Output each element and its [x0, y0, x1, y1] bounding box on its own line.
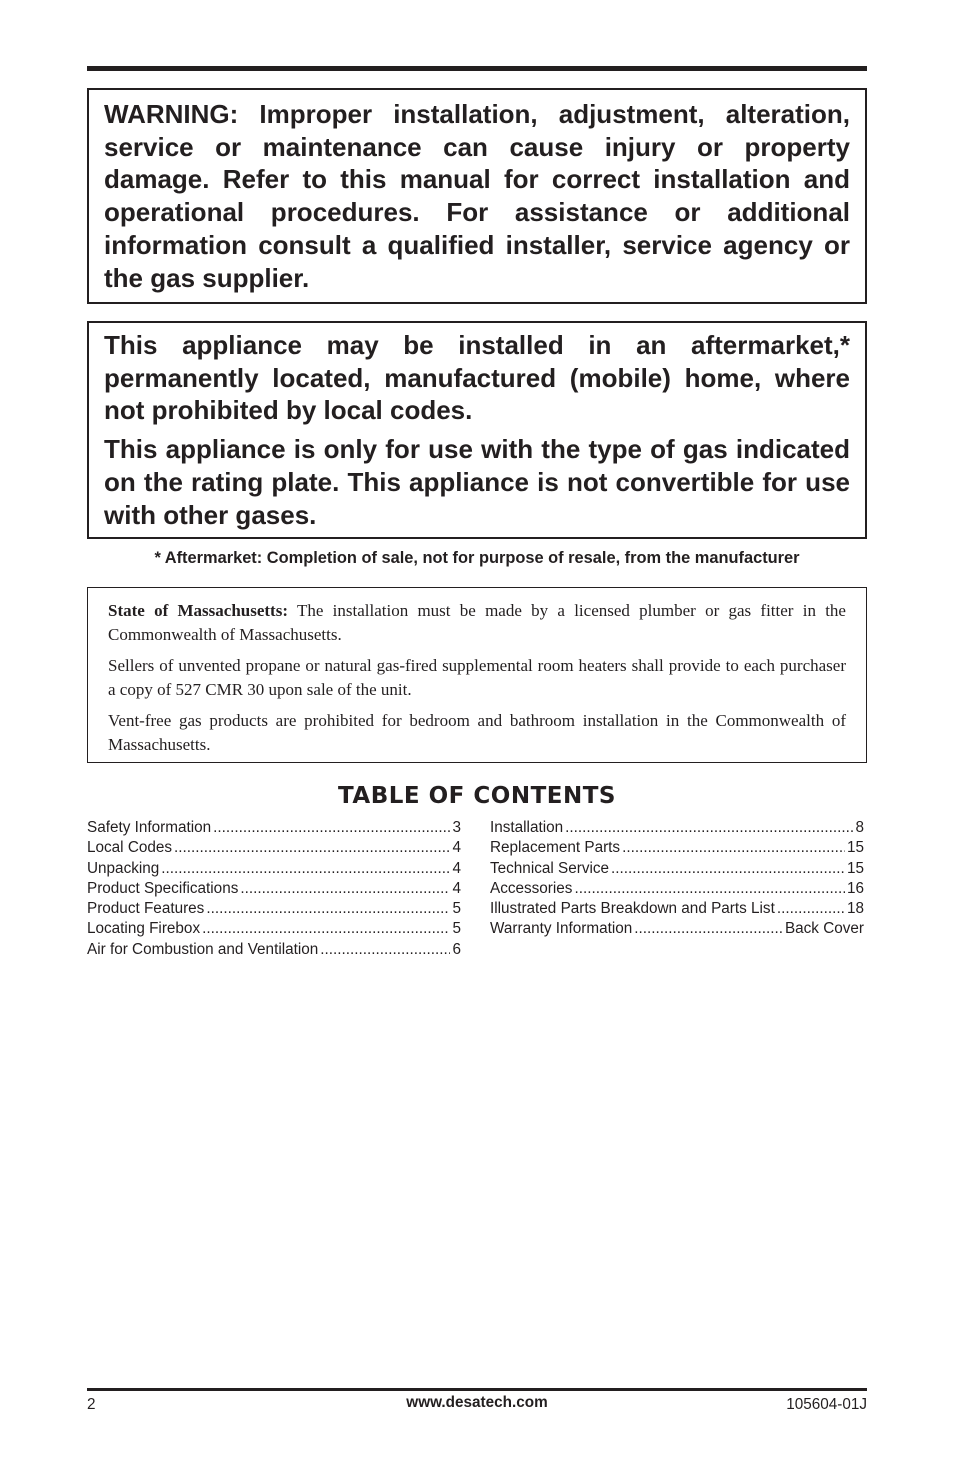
toc-entry-page: 4 — [452, 839, 461, 857]
toc-entry-page: 15 — [846, 839, 864, 857]
page-number: 2 — [87, 1396, 96, 1413]
massachusetts-text-1: The installation must be made by a licensed plumber or gas fitter in the Commonwealth of Massachusetts. — [108, 601, 846, 644]
toc-entry-page: 5 — [452, 920, 461, 938]
toc-entry-label: Product Features — [87, 900, 205, 918]
toc-entry[interactable] — [490, 859, 864, 879]
toc-title: TABLE OF CONTENTS — [338, 783, 616, 809]
toc-leader — [574, 879, 845, 899]
toc-entry-label: Warranty Information — [490, 920, 633, 938]
toc-entry-page: 4 — [452, 859, 461, 877]
toc-entry-label: Replacement Parts — [490, 839, 621, 857]
toc-entry-page: 5 — [452, 900, 461, 918]
toc-entry-label: Air for Combustion and Ventilation — [87, 940, 319, 958]
toc-leader — [206, 899, 450, 919]
toc-entry[interactable] — [87, 859, 461, 879]
toc-leader — [320, 940, 450, 960]
warning-text: WARNING: Improper installation, adjustment, alteration, service or maintenance can cause injury or property damage. Refer to this manual for correct installation and operational procedures. For assistance or additional information consult a qualified installer, service agency or the gas supplier. — [104, 99, 850, 293]
toc-entry-page: 8 — [855, 819, 864, 836]
toc-entry[interactable] — [87, 899, 461, 919]
massachusetts-box — [87, 587, 867, 763]
toc-leader — [161, 859, 450, 879]
toc-entry-label: Locating Firebox — [87, 920, 201, 938]
aftermarket-footnote: * Aftermarket: Completion of sale, not for purpose of resale, from the manufacturer — [154, 549, 800, 567]
toc-entry-page: 4 — [452, 879, 461, 897]
toc-entry-page: 3 — [452, 819, 461, 836]
toc-entry[interactable] — [87, 879, 461, 899]
toc-entry-page: 16 — [846, 879, 864, 897]
toc-leader — [634, 919, 783, 939]
toc-entry[interactable] — [87, 818, 461, 838]
document-code: 105604-01J — [786, 1396, 867, 1413]
toc-entry[interactable] — [490, 899, 864, 919]
toc-entry[interactable] — [490, 919, 864, 939]
toc-entry-label: Safety Information — [87, 819, 212, 836]
toc-entry[interactable] — [87, 919, 461, 939]
toc-entry-page: Back Cover — [784, 920, 864, 938]
toc-leader — [240, 879, 450, 899]
toc-left-column — [87, 818, 461, 960]
toc-leader — [611, 859, 845, 879]
warning-box — [87, 88, 867, 304]
toc-entry-page: 18 — [846, 900, 864, 918]
toc-leader — [565, 818, 853, 838]
toc-entry[interactable] — [490, 879, 864, 899]
top-rule — [87, 66, 867, 71]
toc-entry-label: Product Specifications — [87, 879, 239, 897]
massachusetts-heading: State of Massachusetts: — [108, 601, 288, 620]
toc-leader — [777, 899, 845, 919]
toc-right-column — [490, 818, 864, 940]
toc-leader — [174, 838, 450, 858]
toc-entry-label: Installation — [490, 819, 564, 836]
toc-entry-page: 6 — [452, 940, 461, 958]
toc-entry-page: 15 — [846, 859, 864, 877]
toc-leader — [622, 838, 845, 858]
toc-leader — [213, 818, 450, 838]
massachusetts-para-2: Sellers of unvented propane or natural gas-fired supplemental room heaters shall provide to each purchaser a copy of 527 CMR 30 upon sale of the unit. — [108, 656, 846, 699]
massachusetts-para-1 — [108, 599, 846, 646]
toc-entry-label: Unpacking — [87, 859, 160, 877]
toc-entry[interactable] — [87, 940, 461, 960]
bottom-rule — [87, 1388, 867, 1391]
gas-type-notice: This appliance is only for use with the type of gas indicated on the rating plate. This appliance is not convertible for use with other gases. — [104, 434, 850, 530]
toc-entry-label: Illustrated Parts Breakdown and Parts List — [490, 900, 775, 918]
massachusetts-para-3: Vent-free gas products are prohibited for bedroom and bathroom installation in the Commonwealth of Massachusetts. — [108, 711, 846, 754]
toc-leader — [202, 919, 450, 939]
mobile-home-notice: This appliance may be installed in an aftermarket,* permanently located, manufactured (mobile) home, where not prohibited by local codes. — [104, 330, 850, 426]
website-link[interactable]: www.desatech.com — [406, 1394, 548, 1411]
toc-entry[interactable] — [490, 838, 864, 858]
toc-entry-label: Technical Service — [490, 859, 610, 877]
mobile-home-box — [87, 321, 867, 539]
toc-entry-label: Local Codes — [87, 839, 173, 857]
toc-entry[interactable] — [490, 818, 864, 838]
toc-entry-label: Accessories — [490, 879, 573, 897]
toc-entry[interactable] — [87, 838, 461, 858]
